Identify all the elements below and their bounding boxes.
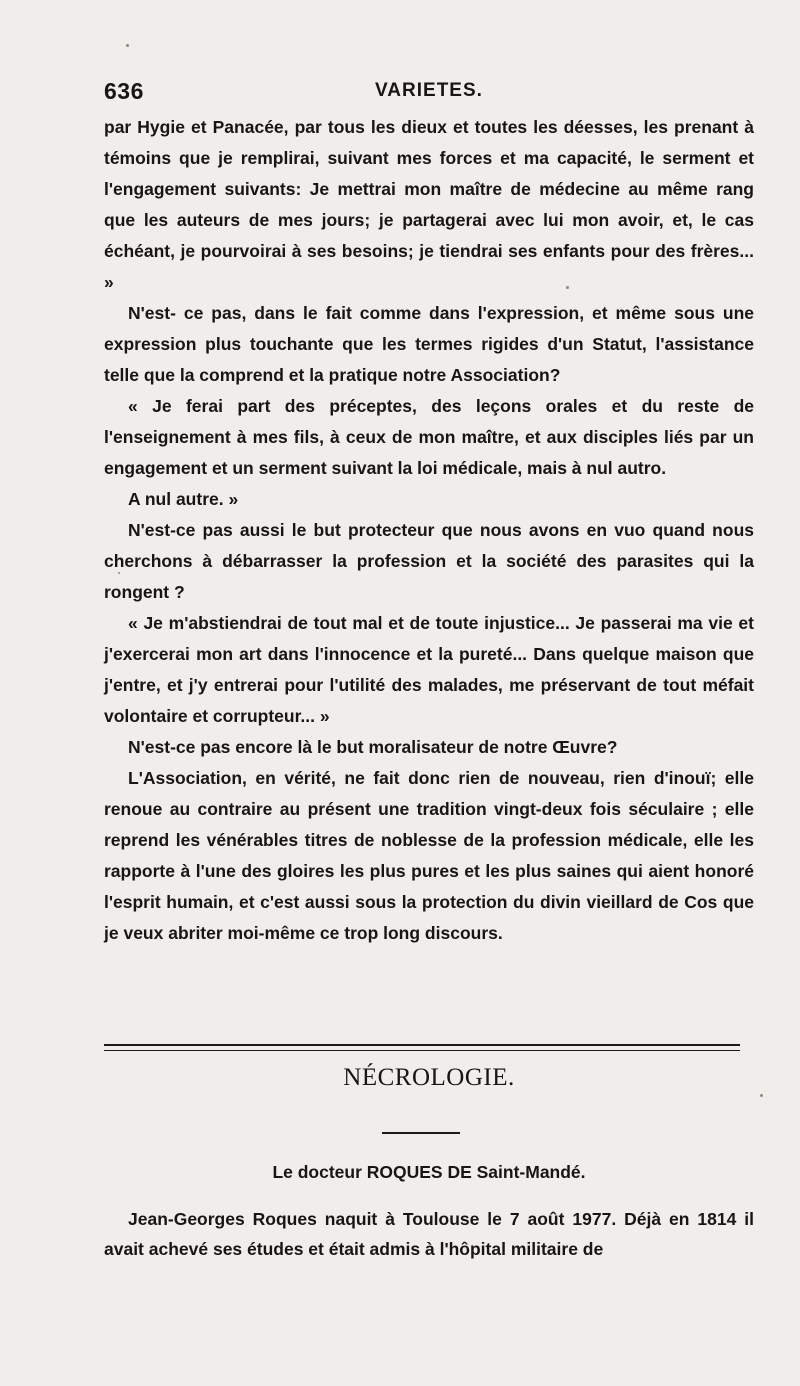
running-title: VARIETES. (375, 80, 483, 101)
paragraph: par Hygie et Panacée, par tous les dieux et toutes les déesses, les prenant à témoins que je remplirai, suivant mes forces et ma capacité, le serment et l'engagement suivants: Je mettrai mon maître de médecine au même rang que les auteurs de mes jours; je partagerai avec lui mon avoir, et, le cas échéant, je pourvoirai à ses besoins; je tiendrai ses enfants pour des frères... » (104, 117, 754, 292)
paper-speck (760, 1094, 763, 1097)
obituary-text (104, 1204, 754, 1264)
paragraph: A nul autre. » (128, 489, 239, 509)
section-divider (104, 1044, 740, 1051)
paragraph: « Je ferai part des préceptes, des leçons orales et du reste de l'enseignement à mes fils, à ceux de mon maître, et aux disciples liés par un engagement et un serment suivant la loi médicale, mais à nul autro. (104, 396, 754, 478)
paper-speck (126, 44, 129, 47)
page-header (104, 78, 754, 108)
obituary-title: Le docteur ROQUES DE Saint-Mandé. (272, 1162, 586, 1182)
paragraph: L'Association, en vérité, ne fait donc rien de nouveau, rien d'inouï; elle renoue au contraire au présent une tradition vingt-deux fois séculaire ; elle reprend les vénérables titres de noblesse de la profession médicale, elle les rapporte à l'une des gloires les plus pures et les plus saines qui aient honoré l'esprit humain, et c'est aussi sous la protection du divin vieillard de Cos que je veux abriter moi-même ce trop long discours. (104, 768, 754, 943)
paragraph: Jean-Georges Roques naquit à Toulouse le 7 août 1977. Déjà en 1814 il avait achevé ses études et était admis à l'hôpital militaire de (104, 1209, 754, 1259)
paper-speck (566, 286, 569, 289)
paragraph: N'est- ce pas, dans le fait comme dans l'expression, et même sous une expression plus touchante que les termes rigides d'un Statut, l'assistance telle que la comprend et la pratique notre Association? (104, 303, 754, 385)
section-heading: NÉCROLOGIE. (343, 1064, 515, 1091)
short-divider (382, 1132, 460, 1134)
paragraph: N'est-ce pas aussi le but protecteur que nous avons en vuo quand nous cherchons à débarrasser la profession et la société des parasites qui la rongent ? (104, 520, 754, 602)
paragraph: N'est-ce pas encore là le but moralisateur de notre Œuvre? (128, 737, 618, 757)
main-text (104, 112, 754, 949)
paragraph: « Je m'abstiendrai de tout mal et de toute injustice... Je passerai ma vie et j'exercerai mon art dans l'innocence et la pureté... Dans quelque maison que j'entre, et j'y entrerai pour l'utilité des malades, me préservant de tout méfait volontaire et corrupteur... » (104, 613, 754, 726)
page-number: 636 (104, 78, 144, 104)
paper-speck (118, 572, 120, 574)
